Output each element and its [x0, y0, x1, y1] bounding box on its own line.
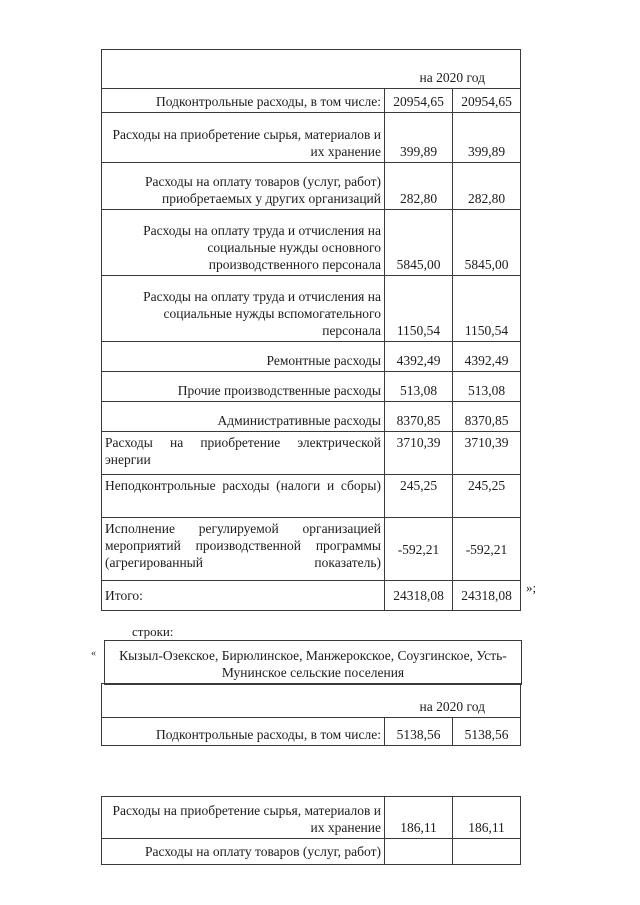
row-value: 399,89 — [453, 113, 521, 163]
row-value: 8370,85 — [385, 402, 453, 432]
row-label: Итого: — [102, 581, 385, 611]
table-row — [102, 342, 521, 372]
row-label: Подконтрольные расходы, в том числе: — [102, 89, 385, 113]
table-row — [102, 839, 521, 865]
row-value — [385, 839, 453, 865]
row-value: 186,11 — [453, 797, 521, 839]
row-label: Расходы на оплату товаров (услуг, работ) приобретаемых у других организаций — [102, 163, 385, 210]
table-row — [102, 276, 521, 342]
row-label: Расходы на приобретение сырья, материалов и их хранение — [102, 797, 385, 839]
row-value — [453, 839, 521, 865]
region-heading: Кызыл-Озекское, Бирюлинское, Манжерокское, Соузгинское, Усть-Мунинское сельские поселения — [104, 640, 522, 685]
total-row — [102, 581, 521, 611]
row-label: Подконтрольные расходы, в том числе: — [102, 718, 385, 746]
row-value: 1150,54 — [385, 276, 453, 342]
year-header: на 2020 год — [385, 50, 521, 89]
row-value: 4392,49 — [385, 342, 453, 372]
row-label: Расходы на оплату труда и отчисления на социальные нужды основного производственного персонала — [102, 210, 385, 276]
row-value: -592,21 — [453, 518, 521, 581]
row-label: Исполнение регулируемой организацией мероприятий производственной программы (агрегированный показатель) — [102, 518, 385, 581]
row-value: 513,08 — [453, 372, 521, 402]
row-value: 282,80 — [453, 163, 521, 210]
row-value: 3710,39 — [453, 432, 521, 475]
row-label: Расходы на оплату товаров (услуг, работ) — [102, 839, 385, 865]
row-value: 24318,08 — [453, 581, 521, 611]
expenses-table-3 — [101, 796, 521, 865]
table-row — [102, 797, 521, 839]
row-value: 1150,54 — [453, 276, 521, 342]
table-row — [102, 372, 521, 402]
table-row — [102, 718, 521, 746]
row-value: 5845,00 — [385, 210, 453, 276]
expenses-table-1 — [101, 49, 521, 611]
row-value: 513,08 — [385, 372, 453, 402]
row-value: 4392,49 — [453, 342, 521, 372]
row-label: Неподконтрольные расходы (налоги и сборы) — [102, 475, 385, 518]
table-row — [102, 89, 521, 113]
table-row — [102, 113, 521, 163]
expenses-table-2 — [101, 683, 521, 746]
table-row — [102, 432, 521, 475]
row-label: Ремонтные расходы — [102, 342, 385, 372]
row-value: 24318,08 — [385, 581, 453, 611]
row-value: 245,25 — [453, 475, 521, 518]
row-value: 20954,65 — [385, 89, 453, 113]
year-header: на 2020 год — [385, 684, 521, 718]
row-value: 5138,56 — [385, 718, 453, 746]
closing-quote-mark: »; — [526, 580, 537, 595]
table-header-row — [102, 50, 521, 89]
table-row — [102, 475, 521, 518]
row-value: 20954,65 — [453, 89, 521, 113]
row-value: 3710,39 — [385, 432, 453, 475]
row-value: -592,21 — [385, 518, 453, 581]
table-row — [102, 210, 521, 276]
row-value: 186,11 — [385, 797, 453, 839]
row-value: 399,89 — [385, 113, 453, 163]
row-label: Расходы на приобретение электрической энергии — [102, 432, 385, 475]
row-value: 245,25 — [385, 475, 453, 518]
rows-label: строки: — [132, 624, 174, 639]
opening-quote-mark: « — [91, 648, 96, 659]
row-value: 5845,00 — [453, 210, 521, 276]
row-value: 5138,56 — [453, 718, 521, 746]
table-row — [102, 518, 521, 581]
table-row — [102, 402, 521, 432]
row-label: Административные расходы — [102, 402, 385, 432]
row-value: 8370,85 — [453, 402, 521, 432]
table-row — [102, 163, 521, 210]
row-value: 282,80 — [385, 163, 453, 210]
row-label: Расходы на оплату труда и отчисления на социальные нужды вспомогательного персонала — [102, 276, 385, 342]
row-label: Расходы на приобретение сырья, материалов и их хранение — [102, 113, 385, 163]
row-label: Прочие производственные расходы — [102, 372, 385, 402]
table-header-row — [102, 684, 521, 718]
